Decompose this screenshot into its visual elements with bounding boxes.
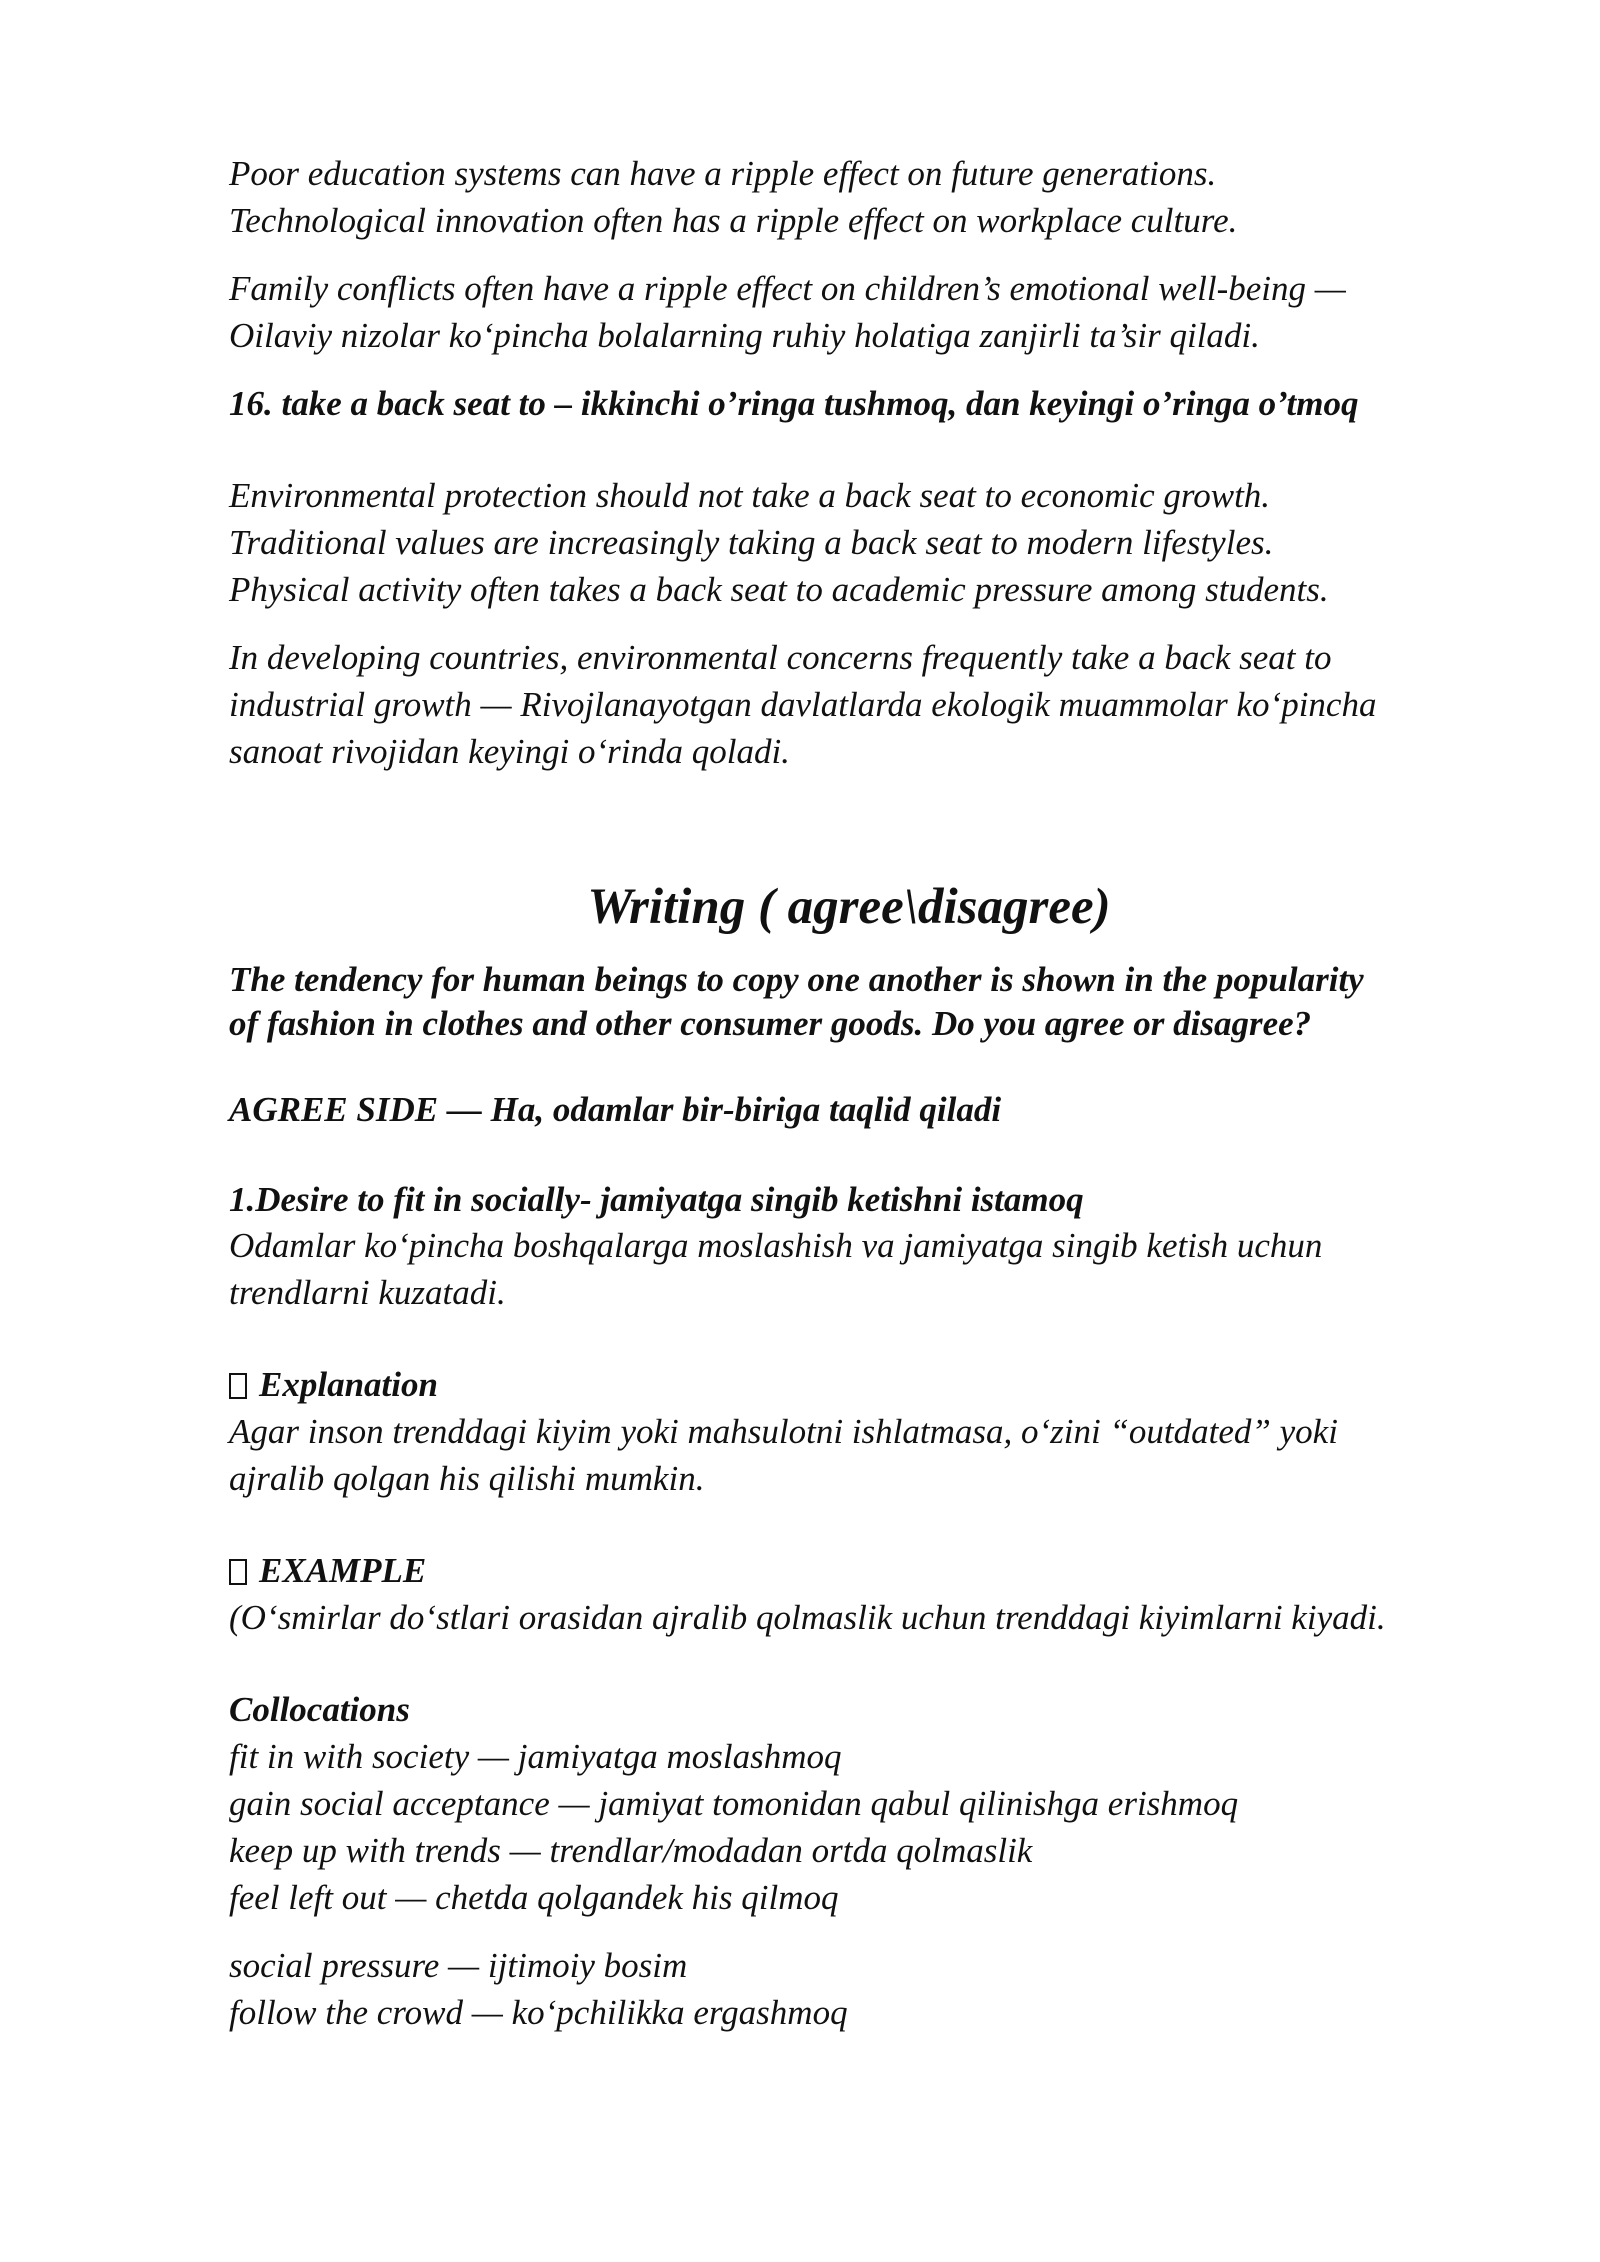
- example-sentence: industrial growth — Rivojlanayotgan davlatlarda ekologik muammolar ko‘pincha: [229, 685, 1377, 724]
- back-seat-examples: [229, 472, 1529, 613]
- collocation-item: social pressure — ijtimoiy bosim: [229, 1946, 688, 1985]
- point-text-line: trendlarni kuzatadi.: [229, 1273, 506, 1312]
- collocation-item: fit in with society — jamiyatga moslashmoq: [229, 1737, 842, 1776]
- explanation-line: ajralib qolgan his qilishi mumkin.: [229, 1459, 705, 1498]
- collocations-list: [229, 1733, 1529, 1921]
- point-heading: 1.Desire to fit in socially- jamiyatga singib ketishni istamoq: [229, 1180, 1084, 1219]
- example-sentence: Poor education systems can have a ripple effect on future generations.: [229, 154, 1217, 193]
- collocations-heading: Collocations: [229, 1690, 410, 1729]
- collocation-item: feel left out — chetda qolgandek his qilmoq: [229, 1878, 839, 1917]
- collocation-item: follow the crowd — ko‘pchilikka ergashmoq: [229, 1993, 848, 2032]
- explanation-label: Explanation: [259, 1365, 438, 1404]
- example-label: EXAMPLE: [259, 1551, 427, 1590]
- prompt-line: of fashion in clothes and other consumer goods. Do you agree or disagree?: [229, 1004, 1312, 1043]
- placeholder-box-icon: [229, 1373, 247, 1399]
- example-sentence: Environmental protection should not take a back seat to economic growth.: [229, 476, 1271, 515]
- back-seat-translation: [229, 634, 1529, 775]
- collocations-list-2: [229, 1942, 1529, 2036]
- point-text: [229, 1222, 1529, 1316]
- collocation-item: keep up with trends — trendlar/modadan ortda qolmaslik: [229, 1831, 1033, 1870]
- collocation-item: gain social acceptance — jamiyat tomonidan qabul qilinishga erishmoq: [229, 1784, 1239, 1823]
- example-sentence: In developing countries, environmental concerns frequently take a back seat to: [229, 638, 1332, 677]
- explanation-heading: [229, 1361, 1529, 1408]
- example-text: (O‘smirlar do‘stlari orasidan ajralib qolmaslik uchun trenddagi kiyimlarni kiyadi.: [229, 1598, 1386, 1637]
- document-content: [229, 150, 1529, 2036]
- point-text-line: Odamlar ko‘pincha boshqalarga moslashish va jamiyatga singib ketish uchun: [229, 1226, 1323, 1265]
- example-sentence: Physical activity often takes a back seat to academic pressure among students.: [229, 570, 1329, 609]
- section-title: Writing ( agree\disagree): [587, 879, 1111, 935]
- idiom-heading-16: 16. take a back seat to – ikkinchi o’ringa tushmoq, dan keyingi o’ringa o’tmoq: [229, 384, 1359, 423]
- example-sentence: Traditional values are increasingly taking a back seat to modern lifestyles.: [229, 523, 1274, 562]
- translation-sentence: sanoat rivojidan keyingi o‘rinda qoladi.: [229, 732, 790, 771]
- example-sentence: Technological innovation often has a ripple effect on workplace culture.: [229, 201, 1238, 240]
- ripple-effect-examples: [229, 150, 1529, 244]
- ripple-effect-translation: [229, 265, 1529, 359]
- explanation-text: [229, 1408, 1529, 1502]
- example-sentence: Family conflicts often have a ripple effect on children’s emotional well-being —: [229, 269, 1346, 308]
- prompt-line: The tendency for human beings to copy one another is shown in the popularity: [229, 960, 1364, 999]
- essay-prompt: [229, 958, 1529, 1046]
- example-heading: [229, 1547, 1529, 1594]
- agree-side-heading: AGREE SIDE — Ha, odamlar bir-biriga taqlid qiladi: [229, 1090, 1002, 1129]
- translation-sentence: Oilaviy nizolar ko‘pincha bolalarning ruhiy holatiga zanjirli ta’sir qiladi.: [229, 316, 1260, 355]
- explanation-line: Agar inson trenddagi kiyim yoki mahsulotni ishlatmasa, o‘zini “outdated” yoki: [229, 1412, 1338, 1451]
- placeholder-box-icon: [229, 1559, 247, 1585]
